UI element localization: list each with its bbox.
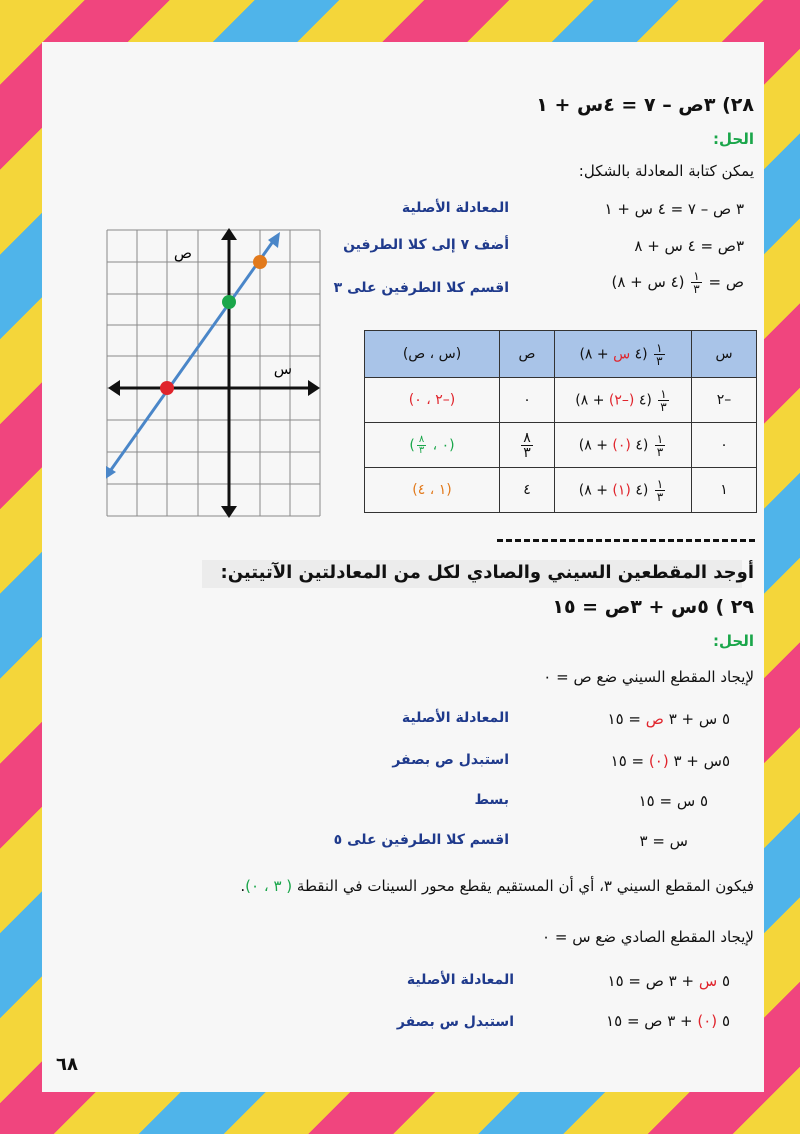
section-divider bbox=[497, 539, 755, 542]
x-intercept-intro: لإيجاد المقطع السيني ضع ص = ٠ bbox=[543, 668, 754, 686]
cell-y: $\frac{٨}{٣}$ bbox=[500, 423, 555, 468]
step-equation: ٣ ص – ٧ = ٤ س + ١ bbox=[604, 200, 744, 218]
step-note: بسط bbox=[474, 792, 509, 808]
step-note: اقسم كلا الطرفين على ٣ bbox=[333, 280, 509, 296]
worksheet-page bbox=[42, 42, 764, 1092]
problem-number: ٢٩ ) bbox=[715, 596, 754, 618]
cell-pair: (–٢ ، ٠) bbox=[365, 378, 500, 423]
header-expression: $\frac{١}{٣}$ (٤ س + ٨) bbox=[555, 331, 692, 378]
header-x: س bbox=[692, 331, 757, 378]
cell-substitution: $\frac{١}{٣}$ (٤ (–٢) + ٨) bbox=[555, 378, 692, 423]
x-conclusion: فيكون المقطع السيني ٣، أي أن المستقيم يقطع محور السينات في النقطة ( ٣ ، ٠). bbox=[240, 877, 754, 895]
fraction-denominator: ٣ bbox=[693, 282, 700, 296]
values-table bbox=[364, 330, 757, 513]
problem-28-title bbox=[536, 94, 754, 116]
step-note: اقسم كلا الطرفين على ٥ bbox=[333, 832, 509, 848]
table-header-row bbox=[365, 331, 757, 378]
table-row bbox=[365, 423, 757, 468]
step-note: أضف ٧ إلى كلا الطرفين bbox=[343, 237, 509, 253]
header-pair: (س ، ص) bbox=[365, 331, 500, 378]
solution-label: الحل: bbox=[713, 632, 754, 650]
page-number: ٦٨ bbox=[56, 1054, 78, 1075]
step-equation: ٥ س + ٣ ص = ١٥ bbox=[607, 972, 730, 990]
point-1-4 bbox=[253, 255, 267, 269]
step-note: المعادلة الأصلية bbox=[401, 200, 509, 216]
header-y: ص bbox=[500, 331, 555, 378]
step-note: المعادلة الأصلية bbox=[406, 972, 514, 988]
point-y-intercept bbox=[222, 295, 236, 309]
step-note: المعادلة الأصلية bbox=[401, 710, 509, 726]
cell-y: ٠ bbox=[500, 378, 555, 423]
cell-pair: (٠ ، $\frac{٨}{٣}$ ) bbox=[365, 423, 500, 468]
intro-text: يمكن كتابة المعادلة بالشكل: bbox=[578, 162, 754, 180]
cell-x: ١ bbox=[692, 468, 757, 513]
y-intercept-intro: لإيجاد المقطع الصادي ضع س = ٠ bbox=[542, 928, 754, 946]
step-equation: ٣ص = ٤ س + ٨ bbox=[634, 237, 744, 255]
x-intercept-point: ( ٣ ، ٠) bbox=[245, 877, 293, 895]
point-x-intercept bbox=[160, 381, 174, 395]
step-equation: ٥س + ٣ (٠) = ١٥ bbox=[610, 752, 730, 770]
table-row bbox=[365, 378, 757, 423]
section-heading: أوجد المقطعين السيني والصادي لكل من المعادلتين الآتيتين: bbox=[220, 562, 754, 583]
fraction: $\frac{١}{٣}$ bbox=[656, 340, 663, 368]
problem-number: ٢٨) bbox=[722, 94, 754, 116]
fraction-numerator: ١ bbox=[693, 269, 700, 283]
cell-pair: (١ ، ٤) bbox=[365, 468, 500, 513]
table-row bbox=[365, 468, 757, 513]
step-equation: ٥ س + ٣ ص = ١٥ bbox=[607, 710, 730, 728]
step-note: استبدل ص بصفر bbox=[392, 752, 509, 768]
step-note: استبدل س بصفر bbox=[396, 1014, 514, 1030]
problem-equation: ٣ص – ٧ = ٤س + ١ bbox=[536, 94, 716, 116]
step-equation-fraction bbox=[611, 270, 744, 295]
cell-substitution: $\frac{١}{٣}$ (٤ (١) + ٨) bbox=[555, 468, 692, 513]
step-equation: س = ٣ bbox=[639, 832, 688, 850]
x-axis-label: س bbox=[273, 360, 292, 378]
solution-label: الحل: bbox=[713, 130, 754, 148]
step-equation: ٥ س = ١٥ bbox=[638, 792, 708, 810]
cell-y: ٤ bbox=[500, 468, 555, 513]
eq-prefix: ص = bbox=[708, 273, 744, 291]
step-equation: ٥ (٠) + ٣ ص = ١٥ bbox=[606, 1012, 730, 1030]
problem-29-title bbox=[552, 596, 754, 618]
problem-equation: ٥س + ٣ص = ١٥ bbox=[552, 596, 709, 618]
cell-substitution: $\frac{١}{٣}$ (٤ (٠) + ٨) bbox=[555, 423, 692, 468]
cell-x: ٠ bbox=[692, 423, 757, 468]
eq-suffix: (٤ س + ٨) bbox=[611, 273, 685, 291]
fraction bbox=[691, 270, 701, 295]
cell-x: –٢ bbox=[692, 378, 757, 423]
y-axis-label: ص bbox=[173, 244, 192, 262]
coordinate-graph bbox=[106, 228, 322, 518]
